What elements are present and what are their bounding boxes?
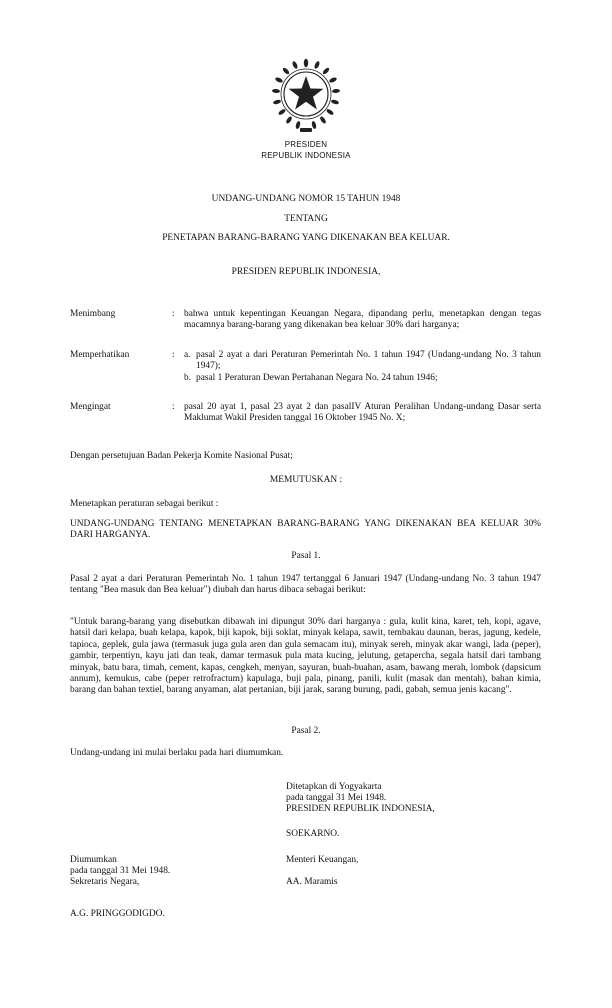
- judul-undang-undang: UNDANG-UNDANG TENTANG MENETAPKAN BARANG-BARANG YANG DIKENAKAN BEA KELUAR 30% DARI HARGANYA.: [70, 519, 541, 541]
- mengingat-text: pasal 20 ayat 1, pasal 23 ayat 2 dan pasalIV Aturan Peralihan Undang-undang Dasar serta Maklumat Wakil Presiden tanggal 16 Oktober 1945 No. X;: [184, 402, 541, 424]
- pasal-1-heading: Pasal 1.: [291, 551, 321, 561]
- menimbang-text: bahwa untuk kepentingan Keuangan Negara, dipandang perlu, menetapkan dengan tegas macamnya barang-barang yang dikenakan bea keluar 30% dari harganya;: [184, 309, 541, 331]
- menteri-signer: AA. Maramis: [286, 877, 338, 887]
- header-presiden: PRESIDEN: [284, 140, 328, 149]
- list-marker: a.: [184, 350, 191, 360]
- presidential-seal-icon: [268, 56, 344, 136]
- list-marker: b.: [184, 372, 192, 383]
- menetapkan-text: Menetapkan peraturan sebagai berikut :: [70, 499, 219, 509]
- diumumkan-label: Diumumkan: [70, 855, 117, 865]
- penetapan-office: PRESIDEN REPUBLIK INDONESIA,: [286, 804, 435, 814]
- pasal-1-quote: "Untuk barang-barang yang disebutkan dibawah ini dipungut 30% dari harganya : gula, kulit kina, karet, teh, kopi, agave, hatsil dari kelapa, buah kelapa, kapok, biji kapok, biji soklat, minyak kelapa, sawit, tembakau daunan, beras, jagung, kedele, tapioca, geplek, gula jawa (termasuk juga gula aren dan gula semacam itu), minyak sereh, minyak akar wangi, lada (peper), gambir, terpentiyn, kayu jati dan teak, damar termasuk pula mata kucing, jelutung, getapercha, segala hatsil dari tambang minyak, batu bara, timah, cement, kapas, cengkeh, menyan, sayuran, buah-buahan, asam, bawang merah, lombok (dapsicum annum), kemukus, cabe (peper retrofractum) kapulaga, buji pala, pinang, panili, kulit (masak dan mentah), bahan kimia, barang dan bahan textiel, barang anyaman, alat pertanian, biji jarak, sarang burung, padi, gabah, semua jenis kacang".: [70, 617, 541, 696]
- list-item: [184, 373, 541, 384]
- memutuskan-heading: MEMUTUSKAN :: [269, 475, 343, 485]
- pasal-2-text: Undang-undang ini mulai berlaku pada hari diumumkan.: [70, 748, 284, 758]
- list-text: pasal 2 ayat a dari Peraturan Pemerintah No. 1 tahun 1947 (Undang-undang No. 3 tahun 1947);: [196, 350, 541, 372]
- memperhatikan-label: Memperhatikan: [70, 350, 130, 360]
- president-signer: SOEKARNO.: [286, 829, 340, 839]
- menimbang-colon: :: [172, 309, 175, 319]
- pasal-1-intro: Pasal 2 ayat a dari Peraturan Pemerintah No. 1 tahun 1947 tertanggal 6 Januari 1947 (Undang-undang No. 3 tahun 1947 tentang "Bea masuk dan Bea keluar") diubah dan harus dibaca sebagai berikut:: [70, 574, 541, 596]
- list-text: pasal 1 Peraturan Dewan Pertahanan Negara No. 24 tahun 1946;: [196, 372, 438, 383]
- mengingat-colon: :: [172, 402, 175, 412]
- issuer-heading: PRESIDEN REPUBLIK INDONESIA,: [231, 267, 381, 277]
- pasal-2-heading: Pasal 2.: [291, 726, 321, 736]
- persetujuan-text: Dengan persetujuan Badan Pekerja Komite Nasional Pusat;: [70, 451, 293, 461]
- menteri-title: Menteri Keuangan,: [286, 855, 359, 865]
- memperhatikan-list: [184, 350, 541, 384]
- sekretaris-negara-title: Sekretaris Negara,: [70, 877, 140, 887]
- diumumkan-date: pada tanggal 31 Mei 1948.: [70, 866, 171, 876]
- penetapan-date: pada tanggal 31 Mei 1948.: [286, 793, 387, 803]
- document-subject: PENETAPAN BARANG-BARANG YANG DIKENAKAN BEA KELUAR.: [162, 233, 450, 243]
- document-title-tentang: TENTANG: [284, 214, 328, 224]
- document-title: UNDANG-UNDANG NOMOR 15 TAHUN 1948: [211, 194, 401, 204]
- memperhatikan-colon: :: [172, 350, 175, 360]
- penetapan-place: Ditetapkan di Yogyakarta: [286, 782, 382, 792]
- sekretaris-signer: A.G. PRINGGODIGDO.: [70, 909, 165, 919]
- list-item: [184, 350, 541, 373]
- menimbang-label: Menimbang: [70, 309, 116, 319]
- mengingat-label: Mengingat: [70, 402, 111, 412]
- header-republik: REPUBLIK INDONESIA: [261, 151, 351, 160]
